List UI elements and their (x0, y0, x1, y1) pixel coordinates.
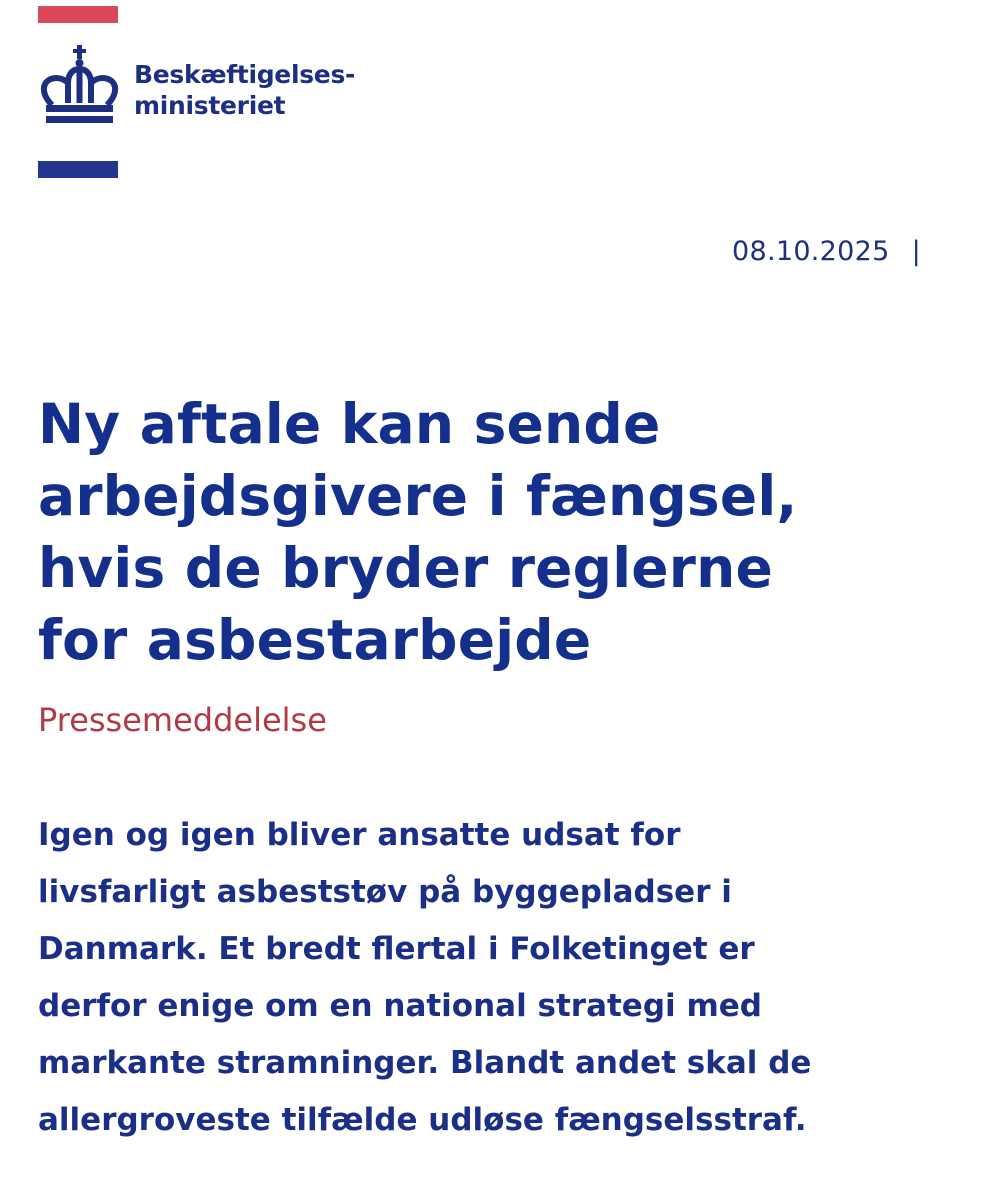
title-line: Ny aftale kan sende (38, 392, 661, 456)
lead-line: markante stramninger. Blandt andet skal de (38, 1045, 812, 1081)
article-lead (38, 807, 958, 1149)
publish-date: 08.10.2025 (732, 236, 890, 267)
title-line: hvis de bryder reglerne (38, 536, 773, 600)
ministry-name-line1: Beskæftigelses- (134, 60, 356, 89)
lead-line: allergroveste tilfælde udløse fængselsstraf. (38, 1102, 807, 1138)
lead-line: Igen og igen bliver ansatte udsat for (38, 817, 681, 853)
lead-line: livsfarligt asbeststøv på byggepladser i (38, 874, 732, 910)
article-category[interactable]: Pressemeddelelse (38, 701, 327, 739)
flag-stripe-blue (38, 161, 118, 178)
meta-separator: | (911, 236, 921, 267)
article-title (38, 388, 938, 676)
article-meta (732, 236, 921, 267)
ministry-name (134, 59, 355, 121)
title-line: for asbestarbejde (38, 608, 592, 672)
lead-line: Danmark. Et bredt flertal i Folketinget er (38, 931, 755, 967)
royal-crown-icon (38, 45, 122, 123)
title-line: arbejdsgivere i fængsel, (38, 464, 798, 528)
flag-stripe-red (38, 6, 118, 23)
lead-line: derfor enige om en national strategi med (38, 988, 762, 1024)
ministry-name-line2: ministeriet (134, 91, 286, 120)
ministry-logo[interactable] (38, 45, 355, 123)
